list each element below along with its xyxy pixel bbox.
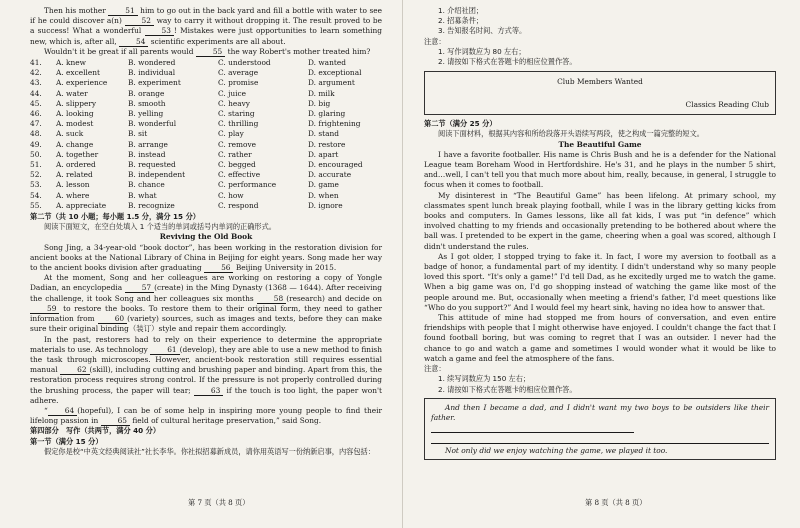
option-choice: D. exceptional [308, 68, 362, 78]
story-paragraph-2: My disinterest in “The Beautiful Game” has been lifelong. At primary school, my classmates spent lunch break playing football, while I was in the library getting kicks from books and computers. In Games lessons, like all fat kids, I was put “in defence” which involved chatting to my friends and occasionally pretending to be bothered about where the ball was. I pretended to be expert in the game, cheering when a goal was scored, although I didn't understand the rules. [424, 190, 776, 251]
writing-line-1 [431, 423, 769, 433]
question-number: 50. [30, 149, 42, 159]
option-choice: B. what [128, 190, 157, 200]
cloze-options-table [30, 58, 382, 211]
option-choice: B. recognize [128, 200, 175, 210]
option-choice: D. when [308, 190, 339, 200]
question-number: 46. [30, 109, 42, 119]
question-number: 53. [30, 180, 42, 190]
option-row [30, 180, 382, 190]
option-choice: C. effective [218, 170, 261, 180]
option-choice: B. yelling [128, 109, 164, 119]
question-number: 42. [30, 68, 42, 78]
story-paragraph-4: This attitude of mine had stopped me from hours of conversation, and even entire friendships with people that I might otherwise have enjoyed. I couldn't change the fact that I found football boring, but was coming to regret that I was an outsider. I never had the chance to go and watch a game and sometimes I would wonder what it would be like to watch a game and feel the atmosphere of the fans. [424, 313, 776, 363]
box-signature: Classics Reading Club [685, 100, 769, 110]
option-row [30, 160, 382, 170]
option-choice: A. knew [56, 58, 86, 68]
option-choice: A. looking [56, 109, 94, 119]
option-row [30, 58, 382, 68]
option-choice: C. thrilling [218, 119, 259, 129]
option-choice: C. how [218, 190, 244, 200]
question-number: 52. [30, 170, 42, 180]
note-2: 2. 请按如下格式在答题卡的相应位置作答。 [438, 57, 577, 67]
note2-1: 1. 续写词数应为 150 左右； [438, 374, 531, 384]
right-page [424, 6, 776, 463]
section2-instruction: 阅读下面短文，在空白处填入 1 个适当的单词或括号内单词的正确形式。 [44, 222, 276, 232]
passage-title: Reviving the Old Book [159, 232, 253, 242]
option-choice: A. together [56, 149, 99, 159]
question-number: 49. [30, 139, 42, 149]
option-choice: C. understood [218, 58, 271, 68]
option-choice: D. big [308, 98, 331, 108]
question-number: 45. [30, 98, 42, 108]
option-choice: A. slippery [56, 98, 97, 108]
option-choice: C. play [218, 129, 244, 139]
option-choice: D. apart [308, 149, 339, 159]
option-choice: B. smooth [128, 98, 166, 108]
part4-heading: 第四部分 写作（共两节，满分 40 分） [30, 426, 161, 436]
option-choice: A. water [56, 88, 88, 98]
option-choice: B. requested [128, 160, 176, 170]
continuation-box [424, 398, 776, 460]
passage-paragraph-1: Song Jing, a 34-year-old “book doctor”, has been working in the restoration division for ancient books at the National Library of China in Beijing for eight years. Song made her way to the ancient books division after graduating 56 Beijing University in 2015. [30, 242, 382, 273]
writing-line-2 [431, 433, 769, 443]
option-choice: B. wondered [128, 58, 176, 68]
question-number: 44. [30, 88, 42, 98]
option-choice: B. individual [128, 68, 176, 78]
option-choice: C. begged [218, 160, 256, 170]
option-row [30, 109, 382, 119]
continuation-start-2: Not only did we enjoy watching the game, we played it too. [445, 445, 668, 455]
option-choice: C. promise [218, 78, 259, 88]
option-choice: A. suck [56, 129, 84, 139]
story-paragraph-3: As I got older, I stopped trying to fake it. In fact, I wore my aversion to football as a badge of honor, a fundamental part of my identity. I didn't understand why so many people loved this sport. “It's only a game!” I'd tell Dad, as he excitedly urged me to watch the game. When a big game was on, I'd go shopping instead of watching the game like most of the people around me. But, occasionally when meeting a friend's father, I'd meet questions like “Who do you support?” And I would feel my heart sink, having no idea how to answer that. [424, 251, 776, 312]
option-choice: C. average [218, 68, 259, 78]
story-title: The Beautiful Game [558, 139, 642, 149]
option-choice: D. frightening [308, 119, 361, 129]
option-choice: D. encouraged [308, 160, 363, 170]
option-choice: C. performance [218, 180, 277, 190]
option-row [30, 68, 382, 78]
page-footer-7: 第 7 页（共 8 页） [188, 498, 250, 507]
question-number: 43. [30, 78, 42, 88]
option-choice: B. sit [128, 129, 148, 139]
option-choice: B. instead [128, 149, 166, 159]
option-row [30, 140, 382, 150]
option-choice: A. where [56, 190, 90, 200]
option-row [30, 191, 382, 201]
question-number: 41. [30, 58, 42, 68]
question-number: 47. [30, 119, 42, 129]
option-choice: A. related [56, 170, 93, 180]
page-divider [402, 0, 403, 528]
continuation-start-1: And then I became a dad, and I didn't want my two boys to be outsiders like their father. [431, 402, 769, 422]
option-choice: D. glaring [308, 109, 346, 119]
cloze-last-line: Wouldn't it be great if all parents would 55 the way Robert's mother treated him? [44, 46, 371, 56]
note-1: 1. 写作词数应为 80 左右； [438, 46, 526, 56]
option-choice: C. respond [218, 200, 259, 210]
writing-section2-instruction: 阅读下面材料，根据其内容和所给段落开头语续写两段，使之构成一篇完整的短文。 [438, 129, 704, 139]
option-choice: D. accurate [308, 170, 352, 180]
option-choice: C. rather [218, 149, 252, 159]
option-choice: B. chance [128, 180, 165, 190]
option-choice: A. excellent [56, 68, 100, 78]
option-choice: A. appreciate [56, 200, 107, 210]
task-item-3: 3. 告知报名时间、方式等。 [438, 26, 527, 36]
note2-label: 注意： [424, 364, 446, 374]
story-paragraph-1: I have a favorite footballer. His name is Chris Bush and he is a defender for the National League team Boreham Wood in Hertfordshire. He's 31, and he plays in the number 5 shirt, and…well, I can't tell you that much more about him, really, because, in general, I struggle to focus when it comes to football. [424, 149, 776, 190]
left-page [30, 6, 382, 457]
option-row [30, 89, 382, 99]
option-row [30, 119, 382, 129]
option-choice: D. argument [308, 78, 355, 88]
option-choice: D. ignore [308, 200, 343, 210]
page-footer-8: 第 8 页（共 8 页） [585, 498, 647, 507]
option-choice: D. stand [308, 129, 340, 139]
section2-heading: 第二节（共 10 小题；每小题 1.5 分，满分 15 分） [30, 212, 200, 222]
option-choice: D. game [308, 180, 339, 190]
option-choice: C. juice [218, 88, 247, 98]
option-choice: D. restore [308, 139, 346, 149]
option-choice: C. remove [218, 139, 257, 149]
cloze-paragraph-end: Then his mother 51 him to go out in the back yard and fill a bottle with water to see if he could discover a(n) 52 way to carry it without dropping it. The result proved to be a success! What a wonderful 53 ! Mistakes were just opportunities to learn something new, which is, after all, 54 scientific experiments are all about. [30, 6, 383, 46]
option-choice: A. ordered [56, 160, 96, 170]
option-choice: B. independent [128, 170, 186, 180]
option-choice: A. change [56, 139, 94, 149]
option-choice: A. modest [56, 119, 94, 129]
option-row [30, 170, 382, 180]
box-title: Club Members Wanted [557, 77, 643, 87]
task-item-1: 1. 介绍社团； [438, 6, 484, 15]
option-choice: D. wanted [308, 58, 346, 68]
writing-section1-heading: 第一节（满分 15 分） [30, 436, 103, 446]
writing-task1-prompt: 假定你是校“中英文经典阅读社”社长李华。你社拟招募新成员，请你用英语写一份纳新启事，内容包括： [44, 446, 375, 456]
question-number: 48. [30, 129, 42, 139]
question-number: 55. [30, 200, 42, 210]
question-number: 51. [30, 160, 42, 170]
task-item-2: 2. 招募条件； [438, 16, 484, 26]
note-label: 注意： [424, 36, 446, 46]
answer-format-box [424, 71, 776, 115]
option-choice: C. heavy [218, 98, 250, 108]
option-row [30, 201, 382, 211]
option-choice: C. staring [218, 109, 255, 119]
option-choice: D. milk [308, 88, 335, 98]
option-choice: A. lesson [56, 180, 90, 190]
passage-paragraph-3: In the past, restorers had to rely on their experience to determine the appropriate materials to use. As technology 61 (develop), they are able to use a new method to finish the task through microscopes. However, ancient-book restoration still requires essential manual 62 (skill), including cutting and brushing paper and binding. Apart from this, the restoration process requires strong control. If the pressure is not properly controlled during the brushing process, the paper will tear; 63 if the touch is too light, the paper won't adhere. [30, 334, 382, 405]
option-row [30, 150, 382, 160]
option-choice: B. experiment [128, 78, 181, 88]
option-choice: B. orange [128, 88, 165, 98]
option-choice: B. arrange [128, 139, 168, 149]
option-row [30, 78, 382, 88]
writing-section2-heading: 第二节（满分 25 分） [424, 119, 497, 129]
option-row [30, 129, 382, 139]
option-choice: A. experience [56, 78, 108, 88]
option-row [30, 99, 382, 109]
question-number: 54. [30, 190, 42, 200]
passage-paragraph-4: “ 64 (hopeful), I can be of some help in inspiring more young people to find their lifelong passion in 65 field of cultural heritage preservation,” said Song. [30, 405, 382, 426]
option-choice: B. wonderful [128, 119, 177, 129]
passage-paragraph-2: At the moment, Song and her colleagues are working on restoring a copy of Yongle Dadian, an encyclopedia 57 (create) in the Ming Dynasty (1368 — 1644). After receiving the challenge, it took Song and her colleagues six months 58 (research) and decide on 59 to restore the books. To restore them to their original form, they need to gather information from 60 (variety) sources, such as images and texts, before they can make sure their original binding（装订）style and repair them accordingly. [30, 273, 382, 334]
note2-2: 2. 请按如下格式在答题卡的相应位置作答。 [438, 384, 577, 394]
